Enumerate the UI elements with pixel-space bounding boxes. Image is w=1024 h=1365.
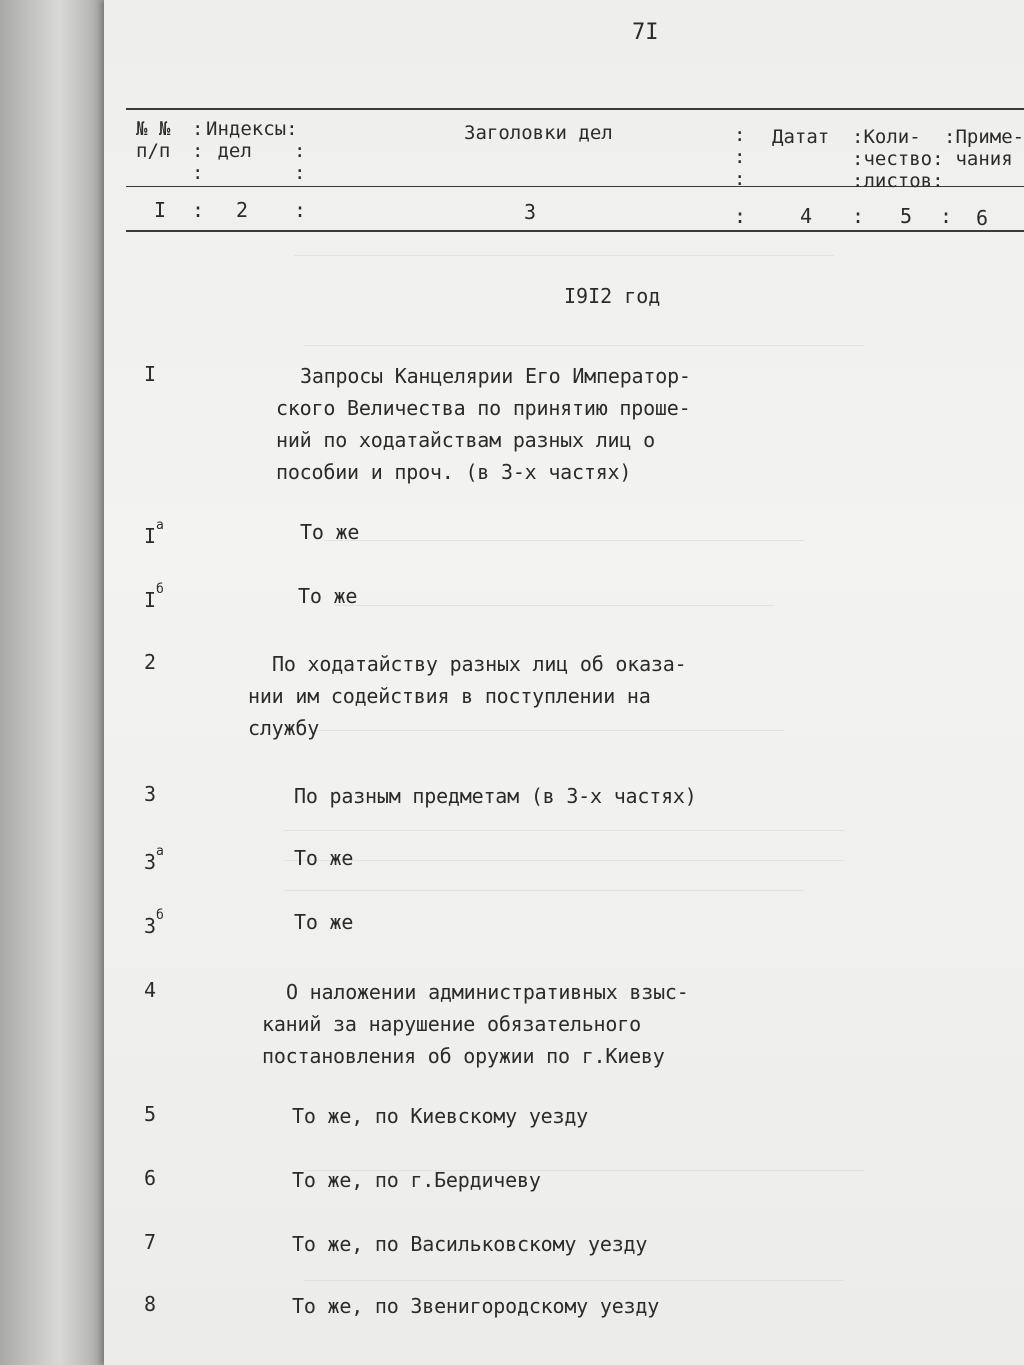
entry-title	[300, 516, 359, 548]
header-bottom-rule	[126, 230, 1024, 232]
entry-number: $I^а$	[144, 518, 164, 548]
entry-number: $3^б$	[144, 908, 164, 938]
column-number-2: 2	[236, 198, 249, 222]
header-col-titles: Заголовки дел	[464, 122, 613, 144]
header-separators-3: : : :	[734, 124, 746, 190]
entry-title	[294, 906, 353, 938]
entry-number-suffix: б	[156, 908, 164, 923]
header-col-dates: Датат	[772, 126, 830, 148]
header-separators-2: : :	[294, 140, 306, 184]
entry-title-line: То же, по Киевскому уезду	[292, 1104, 589, 1128]
entry-number: I	[144, 362, 157, 386]
entry-title	[294, 842, 353, 874]
entry-title-line: То же	[298, 584, 358, 608]
column-number-6: 6	[976, 206, 989, 230]
entry-title	[248, 648, 687, 744]
entry-title	[298, 580, 357, 612]
book-binding	[0, 0, 108, 1365]
entry-number: $I^б$	[144, 582, 164, 612]
entry-title	[292, 1164, 541, 1196]
entry-number: 3	[144, 782, 157, 806]
entry-title	[292, 1290, 659, 1322]
header-col-notes: :Приме- чания	[944, 126, 1024, 170]
column-sep: :	[192, 198, 205, 222]
entry-title-line: По ходатайству разных лиц об оказа-	[272, 652, 687, 676]
entry-title-line: То же	[294, 910, 354, 934]
entry-title-line: ний по ходатайствам разных лиц о	[276, 428, 655, 452]
entry-title	[276, 360, 691, 488]
entry-number: 4	[144, 978, 157, 1002]
entry-title-line: ского Величества по принятию проше-	[276, 396, 691, 420]
column-number-5: 5	[900, 204, 913, 228]
page-number: 7I	[632, 20, 659, 45]
column-sep: :	[940, 204, 953, 228]
year-heading: I9I2 год	[564, 284, 661, 308]
entry-title-line: То же, по г.Бердичеву	[292, 1168, 541, 1192]
column-number-4: 4	[800, 204, 813, 228]
entry-number: 7	[144, 1230, 157, 1254]
entry-title-line: О наложении административных взыс-	[286, 980, 689, 1004]
entry-title-line: службу	[248, 716, 320, 740]
column-sep: :	[294, 198, 307, 222]
entry-number-suffix: а	[156, 844, 164, 859]
column-number-1: I	[154, 198, 167, 222]
entry-title	[294, 780, 697, 812]
header-top-rule	[126, 108, 1024, 110]
header-col-number: № № п/п	[136, 118, 171, 162]
entry-title	[262, 976, 689, 1072]
entry-title-line: каний за нарушение обязательного	[262, 1012, 641, 1036]
entry-number: 6	[144, 1166, 157, 1190]
entry-title-line: То же, по Васильковскому уезду	[292, 1232, 648, 1256]
entry-title-line: То же, по Звенигородскому уезду	[292, 1294, 660, 1318]
column-sep: :	[734, 204, 747, 228]
header-col-sheets: :Коли- :чество: :листов:	[852, 126, 944, 192]
entry-number: 5	[144, 1102, 157, 1126]
header-separators-1: : : :	[192, 118, 204, 184]
entry-title	[292, 1228, 647, 1260]
entry-title-line: По разным предметам (в 3-х частях)	[294, 784, 697, 808]
entry-title-line: постановления об оружии по г.Киеву	[262, 1044, 665, 1068]
entry-number: $3^а$	[144, 844, 164, 874]
entry-title-line: пособии и проч. (в 3-х частях)	[276, 460, 632, 484]
document-page	[104, 0, 1024, 1365]
column-number-3: 3	[524, 200, 537, 224]
entry-title-line: То же	[294, 846, 354, 870]
entry-number-suffix: б	[156, 582, 164, 597]
entry-number: 2	[144, 650, 157, 674]
entry-title-line: нии им содействия в поступлении на	[248, 684, 651, 708]
entry-number: 8	[144, 1292, 157, 1316]
header-col-index: Индексы: дел	[206, 118, 298, 162]
column-sep: :	[852, 204, 865, 228]
entry-title-line: Запросы Канцелярии Его Император-	[300, 364, 691, 388]
entry-title	[292, 1100, 588, 1132]
entry-title-line: То же	[300, 520, 360, 544]
entry-number-suffix: а	[156, 518, 164, 533]
